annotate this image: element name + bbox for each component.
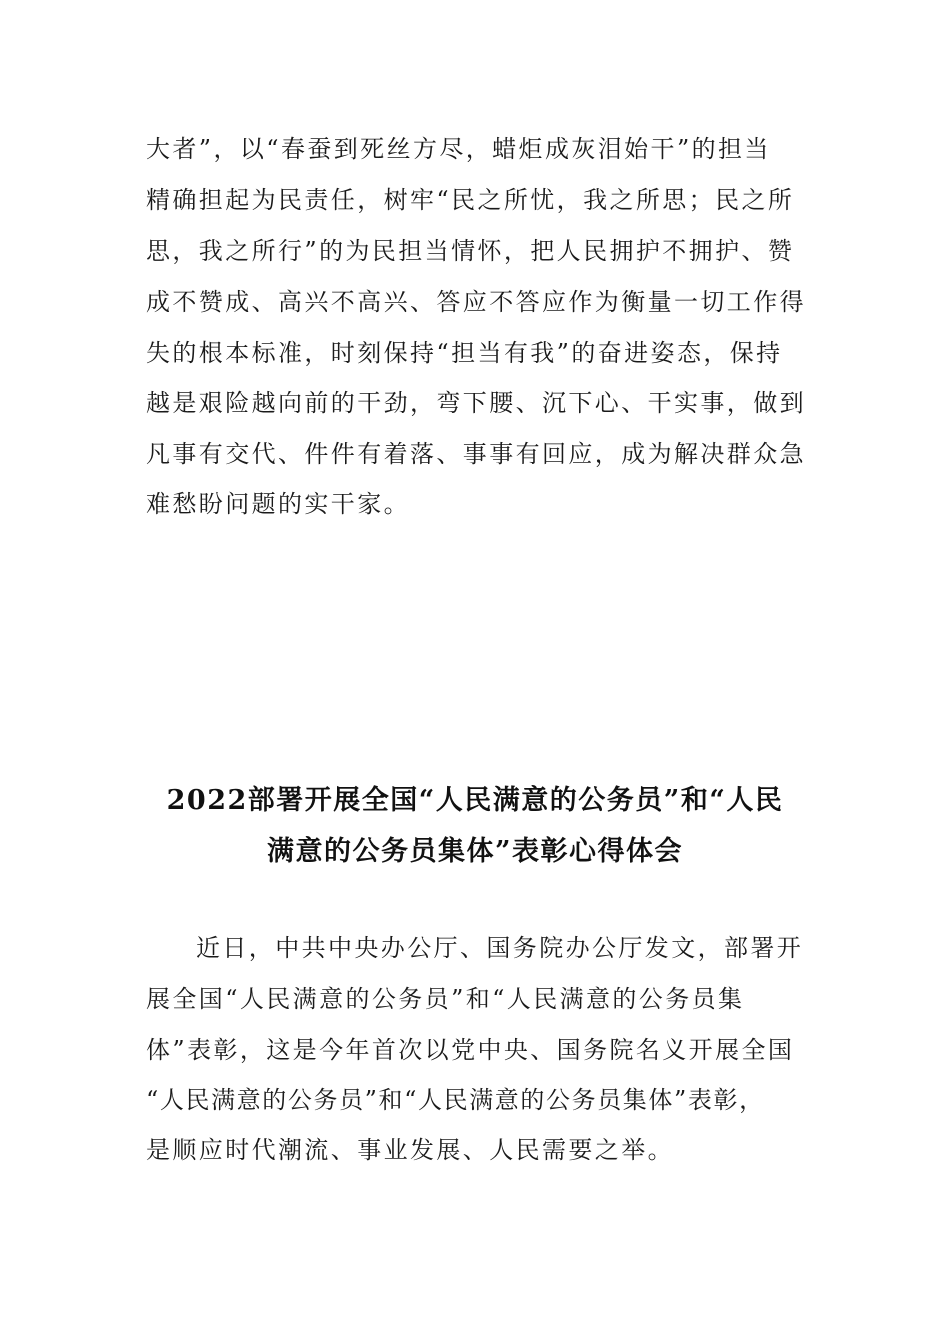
text-line: “人民满意的公务员”和“人民满意的公务员集体”表彰， <box>146 1086 765 1114</box>
text-line: 近日，中共中央办公厅、国务院办公厅发文，部署开 <box>196 934 804 962</box>
text-line: 凡事有交代、件件有着落、事事有回应，成为解决群众急 <box>146 440 806 468</box>
text-line: 成不赞成、高兴不高兴、答应不答应作为衡量一切工作得 <box>146 288 806 316</box>
text-line: 精确担起为民责任，树牢“民之所忧，我之所思；民之所 <box>146 186 795 214</box>
text-line: 越是艰险越向前的干劲，弯下腰、沉下心、干实事，做到 <box>146 389 806 417</box>
text-line: 是顺应时代潮流、事业发展、人民需要之举。 <box>146 1136 674 1164</box>
text-line: 思，我之所行”的为民担当情怀，把人民拥护不拥护、赞 <box>146 237 795 265</box>
text-line: 展全国“人民满意的公务员”和“人民满意的公务员集 <box>146 985 745 1013</box>
text-line: 体”表彰，这是今年首次以党中央、国务院名义开展全国 <box>146 1036 795 1064</box>
text-line: 难愁盼问题的实干家。 <box>146 490 410 518</box>
text-line: 失的根本标准，时刻保持“担当有我”的奋进姿态，保持 <box>146 339 783 367</box>
text-line: 大者”，以“春蚕到死丝方尽，蜡炬成灰泪始干”的担当 <box>146 135 771 163</box>
title-line: 2022部署开展全国“人民满意的公务员”和“人民 <box>166 785 784 816</box>
title-line: 满意的公务员集体”表彰心得体会 <box>266 836 684 867</box>
